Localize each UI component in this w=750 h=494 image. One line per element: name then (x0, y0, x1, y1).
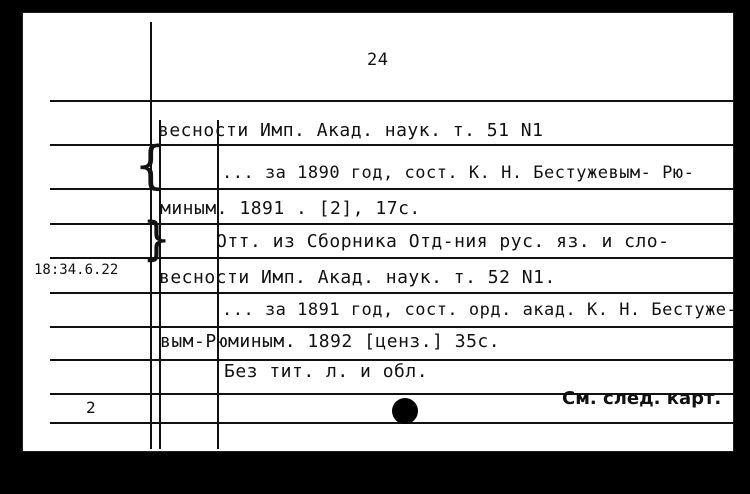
entry-line-3: миным. 1891 . [2], 17с. (160, 198, 421, 219)
ink-blot (392, 398, 418, 424)
ruled-line (50, 292, 734, 294)
catalog-card (22, 12, 738, 452)
entry-line-7: вым-Рюминым. 1892 [ценз.] 35с. (160, 331, 501, 352)
entry-line-8: Без тит. л. и обл. (224, 361, 429, 382)
scan-border (0, 452, 750, 494)
card-marker: 2 (86, 398, 97, 417)
ruled-line (50, 326, 734, 328)
right-brace: } (142, 212, 172, 266)
entry-line-2: ... за 1890 год, сост. К. Н. Бестужевым- Рю- (222, 163, 695, 183)
continued-note: См. след. карт. (562, 388, 722, 409)
entry-line-1: весности Имп. Акад. наук. т. 51 N1 (158, 120, 544, 141)
ruled-line (50, 100, 734, 102)
entry-line-4: Отт. из Сборника Отд-ния рус. яз. и сло- (216, 231, 670, 252)
left-brace: { (134, 136, 168, 196)
call-number: 18:34.6.22 (34, 262, 119, 278)
ruled-line (50, 422, 734, 424)
entry-line-5: весности Имп. Акад. наук. т. 52 N1. (159, 267, 556, 288)
entry-line-6: ... за 1891 год, сост. орд. акад. К. Н. Бестуже- (222, 300, 738, 320)
page-number: 24 (367, 50, 389, 70)
